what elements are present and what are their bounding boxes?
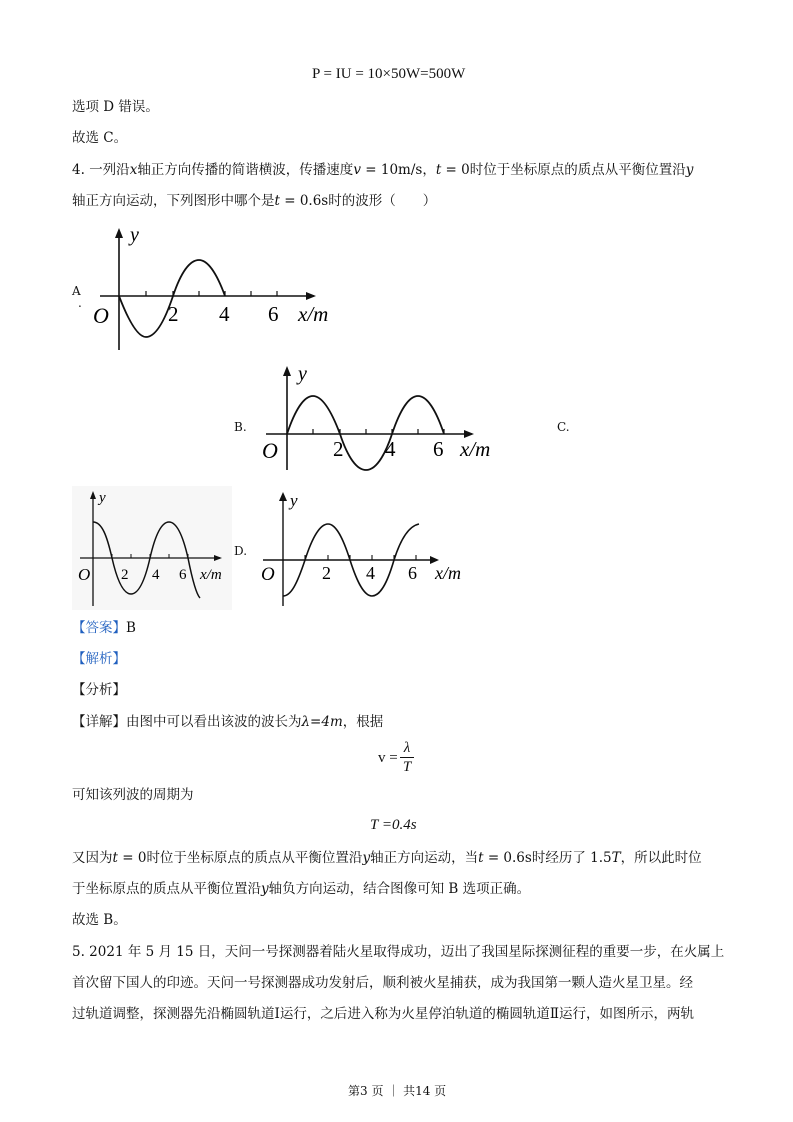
graph-b[interactable]	[258, 362, 508, 472]
graph-d-y-label: y	[290, 491, 298, 510]
option-b-label[interactable]: B.	[234, 420, 247, 434]
explain-line2: 于坐标原点的质点从平衡位置沿y轴负方向运动，结合图像可知 B 选项正确。	[72, 881, 531, 897]
option-d-wrong-text: 选项 D 错误。	[72, 99, 159, 115]
graph-c-y-label: y	[99, 490, 106, 506]
graph-d-x-unit: x/m	[435, 563, 461, 583]
q5-line3: 过轨道调整，探测器先沿椭圆轨道Ⅰ运行，之后进入称为火星停泊轨道的椭圆轨道Ⅱ运行，如图所示，两轨	[72, 1006, 695, 1022]
period-equation: T =0.4s	[370, 817, 417, 833]
q4-stem-line1: 4. 一列沿x轴正方向传播的简谐横波，传播速度v = 10m/s，t = 0时位于坐标原点的质点从平衡位置沿y	[72, 162, 694, 178]
graph-d-tick-6: 6	[408, 563, 417, 583]
velocity-formula-fraction: λ T	[400, 740, 414, 775]
explain-line1: 又因为t = 0时位于坐标原点的质点从平衡位置沿y轴正方向运动，当t = 0.6s时经历了 1.5T，所以此时位	[72, 850, 702, 866]
graph-b-origin: O	[262, 438, 278, 463]
q5-line1: 5. 2021 年 5 月 15 日，天问一号探测器着陆火星取得成功，迈出了我国星际探测征程的重要一步，在火属上	[72, 944, 725, 960]
graph-d-tick-4: 4	[366, 563, 375, 583]
option-a-label[interactable]: A	[72, 284, 81, 298]
velocity-formula-lhs: v =	[378, 750, 398, 766]
graph-a-tick-6: 6	[268, 302, 279, 326]
graph-d-tick-2: 2	[322, 563, 331, 583]
graph-c[interactable]	[72, 486, 232, 610]
option-d-label[interactable]: D.	[234, 544, 248, 558]
page-footer: 第3 页 ｜ 共14 页	[348, 1084, 447, 1098]
answer-value: B	[126, 620, 136, 636]
graph-c-origin: O	[78, 565, 91, 584]
graph-d[interactable]	[257, 488, 477, 608]
graph-c-tick-2: 2	[121, 567, 129, 583]
power-equation: P = IU = 10×50W=500W	[312, 66, 466, 82]
graph-d-origin: O	[261, 564, 275, 585]
option-a-dot: .	[78, 296, 82, 310]
graph-b-tick-2: 2	[333, 437, 344, 461]
graph-a-tick-4: 4	[219, 302, 230, 326]
graph-d-y-arrow	[279, 492, 287, 501]
option-c-label[interactable]: C.	[557, 420, 570, 434]
graph-c-x-unit: x/m	[200, 567, 222, 583]
graph-b-y-arrow	[283, 366, 291, 376]
q4-stem-line2: 轴正方向运动，下列图形中哪个是t = 0.6s时的波形（ ）	[72, 193, 437, 209]
graph-a-tick-2: 2	[168, 302, 179, 326]
analysis-tag: 【解析】	[72, 651, 126, 667]
graph-a-x-unit: x/m	[298, 302, 329, 326]
graph-b-x-unit: x/m	[460, 437, 491, 461]
graph-c-tick-4: 4	[152, 567, 160, 583]
graph-b-y-label: y	[298, 363, 307, 385]
graph-a-x-arrow	[306, 292, 316, 300]
graph-a[interactable]	[88, 222, 350, 354]
period-intro: 可知该列波的周期为	[72, 787, 194, 803]
q4-conclusion: 故选 B。	[72, 912, 127, 928]
q3-conclusion: 故选 C。	[72, 130, 128, 146]
detail-line: 【详解】由图中可以看出该波的波长为λ=4m，根据	[72, 714, 384, 730]
graph-c-tick-6: 6	[179, 567, 187, 583]
graph-a-origin: O	[93, 303, 109, 328]
q5-line2: 首次留下国人的印迹。天问一号探测器成功发射后，顺利被火星捕获，成为我国第一颗人造火星卫星。经	[72, 975, 693, 991]
answer-line	[72, 619, 136, 637]
graph-b-tick-4: 4	[385, 437, 396, 461]
graph-b-tick-6: 6	[433, 437, 444, 461]
answer-tag: 【答案】	[72, 620, 126, 636]
fenxi-tag: 【分析】	[72, 682, 126, 698]
graph-a-y-arrow	[115, 228, 123, 238]
graph-a-y-label: y	[130, 224, 139, 246]
